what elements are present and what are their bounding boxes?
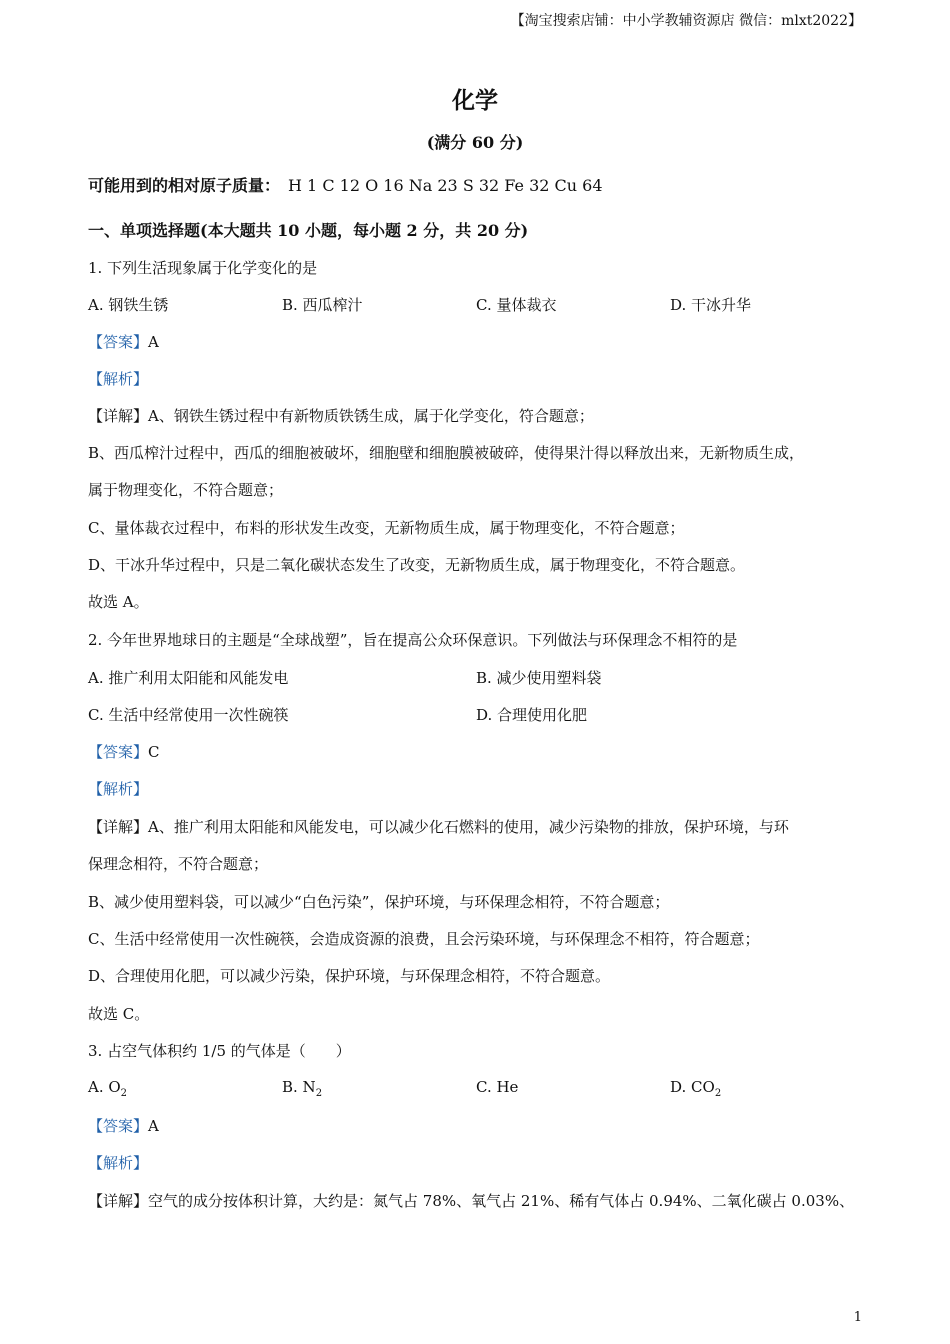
q1-conclusion: 故选 A。 bbox=[88, 593, 149, 611]
answer-tag: 【答案】 bbox=[88, 333, 149, 351]
page-number: 1 bbox=[853, 1310, 862, 1325]
detail-tag: 【详解】 bbox=[88, 818, 149, 836]
q2-option-c: C. 生活中经常使用一次性碗筷 bbox=[88, 706, 289, 724]
q1-detail bbox=[88, 405, 870, 426]
q3-analysis-tag: 【解析】 bbox=[88, 1154, 149, 1172]
page-title: 化学 bbox=[452, 87, 498, 114]
atomic-mass-line bbox=[88, 173, 870, 196]
atomic-mass-values: H 1 C 12 O 16 Na 23 S 32 Fe 32 Cu 64 bbox=[288, 176, 603, 195]
q2-conclusion: 故选 C。 bbox=[88, 1005, 150, 1023]
q3-stem: 3. 占空气体积约 1/5 的气体是（ ） bbox=[88, 1042, 351, 1060]
q2-detail-line: C、生活中经常使用一次性碗筷，会造成资源的浪费，且会污染环境，与环保理念不相符，符合题意； bbox=[88, 930, 760, 948]
q2-option-d: D. 合理使用化肥 bbox=[476, 706, 588, 724]
q1-detail-line: B、西瓜榨汁过程中，西瓜的细胞被破坏，细胞壁和细胞膜被破碎，使得果汁得以释放出来，无新物质生成， bbox=[88, 444, 805, 462]
q2-detail bbox=[88, 816, 870, 837]
q2-detail-text: A、推广利用太阳能和风能发电，可以减少化石燃料的使用，减少污染物的排放，保护环境，与环 bbox=[148, 818, 789, 836]
q1-stem: 1. 下列生活现象属于化学变化的是 bbox=[88, 259, 318, 277]
section-title: 一、单项选择题(本大题共 10 小题，每小题 2 分，共 20 分) bbox=[88, 221, 529, 240]
q3-option-c: C. He bbox=[476, 1078, 519, 1096]
q3-answer bbox=[88, 1115, 870, 1136]
q1-option-c: C. 量体裁衣 bbox=[476, 296, 557, 314]
q1-detail-line: 属于物理变化，不符合题意； bbox=[88, 481, 284, 499]
q2-detail-line: 保理念相符，不符合题意； bbox=[88, 855, 269, 873]
q3-option-d: D. $CO_2$ bbox=[670, 1078, 722, 1099]
q3-answer-value: A bbox=[148, 1117, 159, 1135]
q1-detail-line: C、量体裁衣过程中，布料的形状发生改变，无新物质生成，属于物理变化，不符合题意； bbox=[88, 519, 685, 537]
q1-answer-value: A bbox=[148, 333, 159, 351]
q3-detail bbox=[88, 1190, 870, 1211]
detail-tag: 【详解】 bbox=[88, 1192, 149, 1210]
q2-analysis-tag: 【解析】 bbox=[88, 780, 149, 798]
q3-option-a: A. $O_2$ bbox=[88, 1078, 128, 1099]
q2-detail-line: D、合理使用化肥，可以减少污染，保护环境，与环保理念相符，不符合题意。 bbox=[88, 967, 611, 985]
page-subtitle: (满分 60 分) bbox=[426, 133, 524, 152]
q1-detail-text: A、钢铁生锈过程中有新物质铁锈生成，属于化学变化，符合题意； bbox=[148, 407, 594, 425]
answer-tag: 【答案】 bbox=[88, 1117, 149, 1135]
q3-option-b: B. $N_2$ bbox=[282, 1078, 323, 1099]
q2-option-b: B. 减少使用塑料袋 bbox=[476, 669, 602, 687]
header-note: 【淘宝搜索店铺：中小学教辅资源店 微信：mlxt2022】 bbox=[510, 13, 862, 29]
q2-answer-value: C bbox=[148, 743, 160, 761]
q2-answer bbox=[88, 741, 870, 762]
q1-detail-line: D、干冰升华过程中，只是二氧化碳状态发生了改变，无新物质生成，属于物理变化，不符合题意。 bbox=[88, 556, 746, 574]
q1-option-b: B. 西瓜榨汁 bbox=[282, 296, 363, 314]
atomic-mass-label: 可能用到的相对原子质量： bbox=[88, 176, 281, 195]
q2-stem: 2. 今年世界地球日的主题是“全球战塑”，旨在提高公众环保意识。下列做法与环保理念不相符的是 bbox=[88, 631, 738, 649]
q3-detail-text: 空气的成分按体积计算，大约是：氮气占 78%、氧气占 21%、稀有气体占 0.94%、二氧化碳占 0.03%、 bbox=[148, 1192, 855, 1210]
q1-option-a: A. 钢铁生锈 bbox=[88, 296, 169, 314]
q2-detail-line: B、减少使用塑料袋，可以减少“白色污染”，保护环境，与环保理念相符，不符合题意； bbox=[88, 893, 670, 911]
q1-answer bbox=[88, 331, 870, 352]
q1-option-d: D. 干冰升华 bbox=[670, 296, 752, 314]
detail-tag: 【详解】 bbox=[88, 407, 149, 425]
q1-analysis-tag: 【解析】 bbox=[88, 370, 149, 388]
q2-option-a: A. 推广利用太阳能和风能发电 bbox=[88, 669, 289, 687]
answer-tag: 【答案】 bbox=[88, 743, 149, 761]
